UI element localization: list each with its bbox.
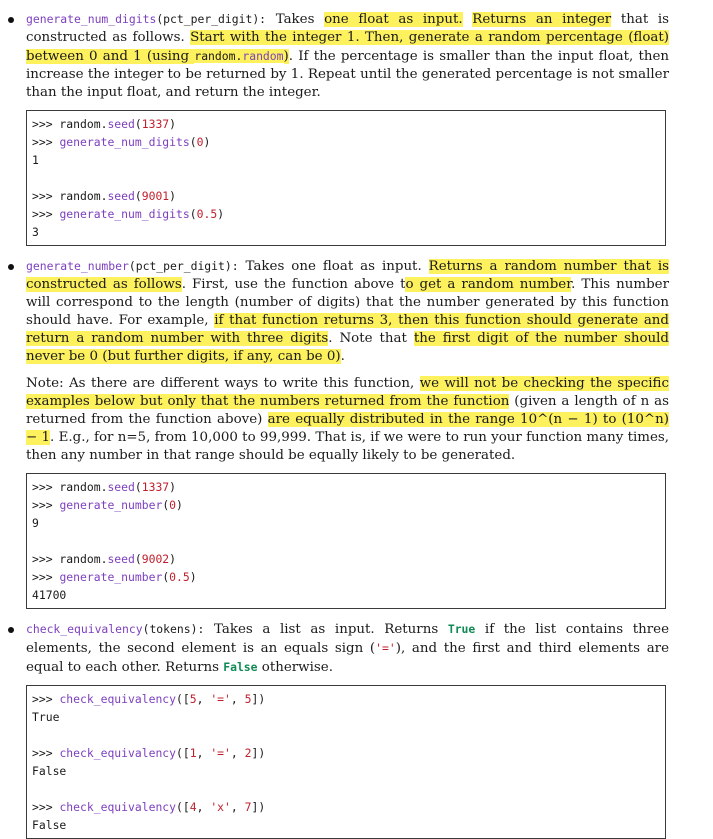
text: . If the percentage is smaller than the input float, then increase the integer to be returned by 1. Repeat until the generated percentage is not smaller than the input float, and return the integer. <box>26 49 669 100</box>
text: Note: As there are different ways to write this function, <box>26 376 420 391</box>
bullet-dot <box>8 264 14 270</box>
text: if the list contains three elements, the second element is an equals sign ( <box>26 622 670 656</box>
code-output: 1 <box>32 153 39 167</box>
text: Takes one float as input. <box>238 259 429 274</box>
code-line: >>> generate_num_digits(0.5) <box>32 207 225 221</box>
highlight: ) <box>283 49 289 64</box>
bullet-dot <box>8 627 14 633</box>
highlight: if that function returns 3, then this function should generate and return a random number with three digits <box>26 313 669 346</box>
code-output: 3 <box>32 225 39 239</box>
text: (given a length of n as returned from the function above) <box>26 394 669 427</box>
inline-code: random <box>242 49 284 63</box>
text: . <box>340 349 345 364</box>
function-signature: (pct_per_digit): <box>128 259 239 273</box>
function-name: generate_number <box>26 259 129 273</box>
text: . Note that <box>328 331 414 346</box>
code-example-box <box>26 110 666 246</box>
function-signature: (pct_per_digit): <box>156 12 267 26</box>
check-equivalency-description <box>26 620 669 677</box>
highlight: Returns an integer <box>472 12 612 27</box>
generate-number-description <box>26 257 669 366</box>
text: . E.g., for n=5, from 10,000 to 99,999. That is, if we were to run your function many times, then any number in that range should be equally likely to be generated. <box>26 430 670 463</box>
code-line: >>> check_equivalency([5, '=', 5]) <box>32 692 266 706</box>
code-line: >>> generate_number(0.5) <box>32 570 197 584</box>
function-name: check_equivalency <box>26 622 143 636</box>
code-line: >>> check_equivalency([4, 'x', 7]) <box>32 800 266 814</box>
function-name: generate_num_digits <box>26 12 157 26</box>
code-output: 41700 <box>32 588 67 602</box>
function-signature: (tokens): <box>142 622 205 636</box>
code-line: >>> random.seed(1337) <box>32 480 177 494</box>
bullet-dot <box>8 17 14 23</box>
highlight: we will not be checking the specific examples below but only that the numbers returned from the function <box>26 376 669 409</box>
highlight: one float as input. <box>324 12 463 27</box>
bullet-generate-num-digits <box>0 10 713 246</box>
text: . This number will correspond to the length (number of digits) that the number generated by this function should have. For example, <box>26 277 669 328</box>
generate-num-digits-description <box>26 10 669 102</box>
inline-code: random. <box>194 49 243 63</box>
bullet-check-equivalency <box>0 620 713 839</box>
text: that is constructed as follows. <box>26 12 670 45</box>
text: ), and the first and third elements are equal to each other. Returns <box>26 641 670 675</box>
code-example-box <box>26 685 666 839</box>
text: . First, use the function above t <box>181 277 406 292</box>
bullet-generate-number <box>0 257 713 609</box>
highlight: are equally distributed in the range 10^(n − 1) to (10^n) − 1 <box>26 412 669 445</box>
keyword-false: False <box>223 660 258 674</box>
text: Takes <box>266 12 325 27</box>
code-output: False <box>32 818 67 832</box>
keyword-true: True <box>447 622 476 636</box>
code-line: >>> random.seed(9001) <box>32 189 177 203</box>
code-line: >>> random.seed(9002) <box>32 552 177 566</box>
code-line: >>> generate_num_digits(0) <box>32 135 211 149</box>
text: Takes a list as input. Returns <box>204 622 448 637</box>
text <box>463 12 473 27</box>
highlight: the first digit of the number should never be 0 (but further digits, if any, can be 0) <box>26 331 670 364</box>
code-output: 9 <box>32 516 39 530</box>
generate-number-note <box>26 375 669 465</box>
code-line: >>> generate_number(0) <box>32 498 183 512</box>
code-example-box <box>26 473 666 609</box>
code-output: True <box>32 710 60 724</box>
inline-string: '=' <box>375 641 396 655</box>
code-line: >>> random.seed(1337) <box>32 117 177 131</box>
code-output: False <box>32 764 67 778</box>
text: otherwise. <box>257 660 333 675</box>
highlight: Start with the integer 1. Then, generate a random percentage (float) between 0 and 1 (using <box>26 30 670 64</box>
code-line: >>> check_equivalency([1, '=', 2]) <box>32 746 266 760</box>
highlight: Returns a random number that is constructed as follows <box>26 259 669 292</box>
highlight: o get a random number <box>405 277 572 292</box>
